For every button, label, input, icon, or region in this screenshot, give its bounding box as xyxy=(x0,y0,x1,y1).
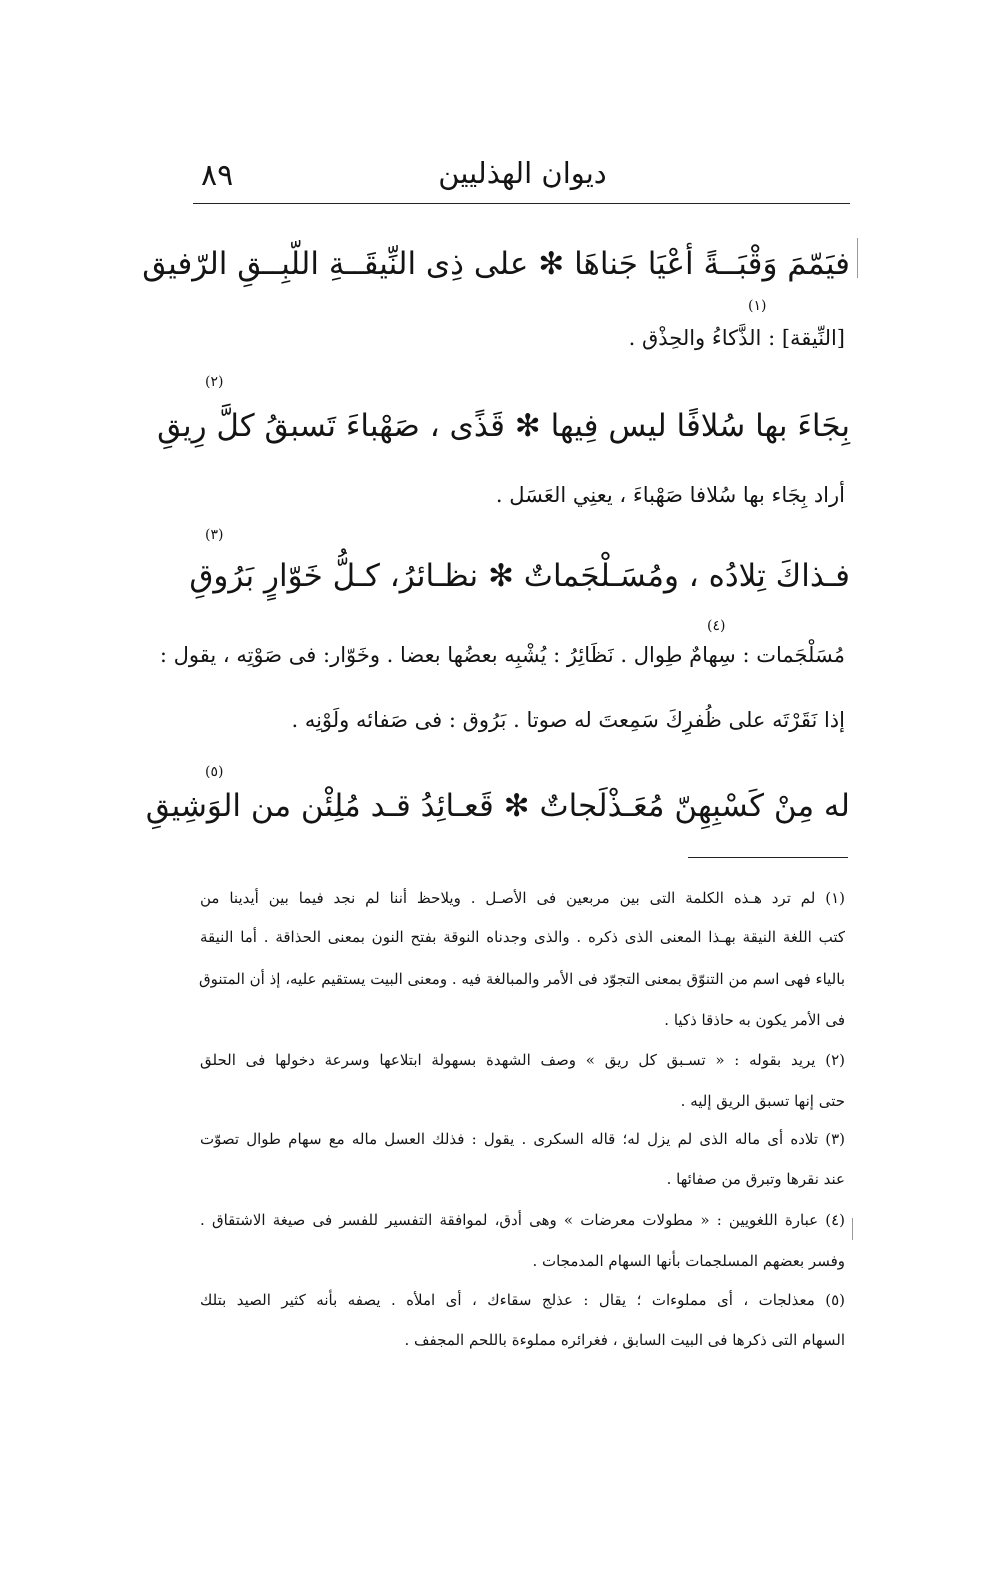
footnote-5-line-2: السهام التى ذكرها فى البيت السابق ، فغرائره مملوءة باللحم المجفف . xyxy=(404,1331,845,1349)
footnote-1-line-1: (١) لم ترد هـذه الكلمة التى بين مربعين فى الأصـل . ويلاحظ أننا لم نجد فيما بين أيدينا من xyxy=(200,889,845,907)
verse-4: له مِنْ كَسْبِهِنّ مُعَـذْلَجاتٌ ✻ قَعـائِدُ قـد مُلِئْن من الوَشِيقِ xyxy=(145,788,850,824)
verse-4-ref: (٥) xyxy=(205,764,224,780)
footnote-2-line-2: حتى إنها تسبق الريق إليه . xyxy=(680,1092,845,1110)
verse-1: فيَمّمَ وَقْبَــةً أعْيَا جَناهَا ✻ على ذِى النِّيقَــةِ اللّبِــقِ الرّفيق xyxy=(142,246,850,282)
footnote-3-line-1: (٣) تلاده أى ماله الذى لم يزل له؛ قاله السكرى . يقول : فذلك العسل ماله مع سهام طوال تصوّت xyxy=(200,1130,845,1148)
footnote-5-line-1: (٥) معذلجات ، أى مملوءات ؛ يقال : عذلج سقاءك ، أى املأه . يصفه بأنه كثير الصيد بتلك xyxy=(200,1291,845,1309)
gloss-1: [النِّيقة] : الذَّكاءُ والحِذْق . xyxy=(628,326,845,350)
page-number: ٨٩ xyxy=(201,158,234,193)
footnote-3-line-2: عند نقرها وتبرق من صفائها . xyxy=(666,1170,845,1188)
running-title: ديوان الهذليين xyxy=(438,156,607,190)
margin-mark xyxy=(857,238,858,278)
verse-2: بِجَاءَ بها سُلافًا ليس فِيها ✻ قَذًى ، صَهْباءَ تَسبقُ كلَّ رِيقِ xyxy=(157,408,850,444)
footnote-1-line-2: كتب اللغة النيقة بهـذا المعنى الذى ذكره . والذى وجدناه النوقة بفتح النون بمعنى الحذاقة . أما النيقة xyxy=(200,928,845,946)
page-header xyxy=(195,152,850,202)
gloss-1-ref: (١) xyxy=(748,298,767,314)
footnote-4-line-2: وفسر بعضهم المسلجمات بأنها السهام المدمجات . xyxy=(532,1252,845,1270)
gloss-3-line-1: مُسَلْجَمات : سِهامٌ طِوال . نَظَائِرُ : يُشْبِه بعضُها بعضا . وخَوّار: فى صَوْتِه ، يقول : xyxy=(159,643,845,667)
verse-3: فـذاكَ تِلادُه ، ومُسَـلْجَماتٌ ✻ نظـائرُ، كـلُّ خَوّارٍ بَرُوقِ xyxy=(189,558,850,594)
gloss-2: أراد بِجَاء بها سُلافا صَهْباءَ ، يعنِي العَسَل . xyxy=(495,483,845,507)
header-rule xyxy=(193,203,850,204)
footnote-separator xyxy=(688,857,848,858)
verse-3-ref: (٣) xyxy=(205,527,224,543)
gloss-3-line-2: إذا نَقَرْتَه على ظُفرِكَ سَمِعتَ له صوتا . بَرُوق : فى صَفائه ولَوْنِه . xyxy=(291,708,845,732)
footnote-1-line-3: بالياء فهى اسم من التنوّق بمعنى التجوّد فى الأمر والمبالغة فيه . ومعنى البيت يستقيم عليه، إذ أن المتنوق xyxy=(199,970,845,988)
footnote-2-line-1: (٢) يريد بقوله : « تسـبق كل ريق » وصف الشهدة بسهولة ابتلاعها وسرعة دخولها فى الحلق xyxy=(200,1051,845,1069)
footnote-4-line-1: (٤) عبارة اللغويين : « مطولات معرضات » وهى أدق، لموافقة التفسير للفسر فى صيغة الاشتقاق . xyxy=(200,1211,845,1229)
footnote-1-line-4: فى الأمر يكون به حاذقا ذكيا . xyxy=(664,1011,845,1029)
gloss-3-ref: (٤) xyxy=(707,618,726,634)
margin-mark xyxy=(852,1218,853,1240)
verse-2-ref: (٢) xyxy=(205,374,224,390)
